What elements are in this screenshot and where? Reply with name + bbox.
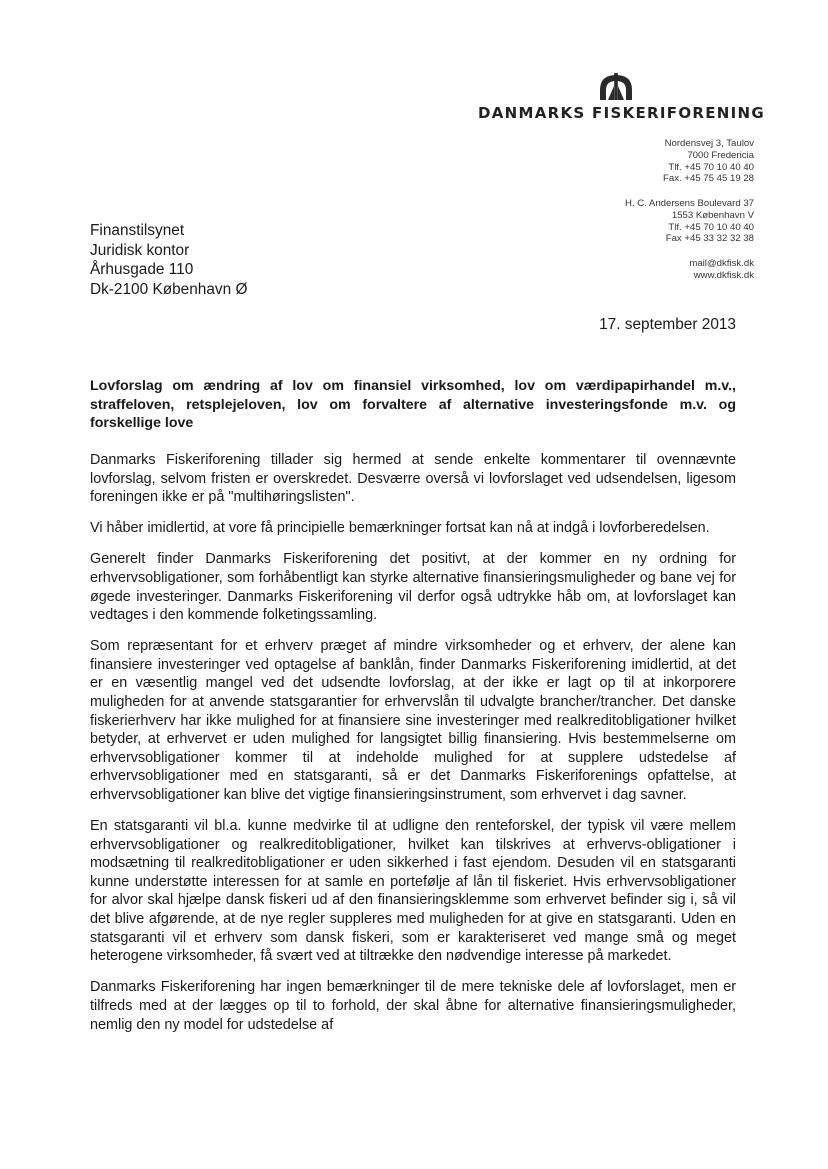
phone-number: Tlf. +45 70 10 40 40 <box>668 221 754 233</box>
letter-subject: Lovforslag om ændring af lov om finansiel virksomhed, lov om værdipapirhandel m.v., straffeloven, retsplejeloven, lov om forvaltere af alternative investeringsfonde m.v. og forskellige love <box>90 378 736 431</box>
fishing-boat-logo-icon <box>597 72 635 102</box>
recipient-name: Finanstilsynet <box>90 222 185 239</box>
address-line: Nordensvej 3, Taulov <box>664 138 754 149</box>
body-paragraph: Som repræsentant for et erhverv præget af mindre virksomheder og et erhverv, der alene kan finansiere investeringer ved optagelse af banklån, finder Danmarks Fiskeriforening imidlertid, at det er en væsentlig mangel ved det udsendte lovforslag, at der ikke er lagt op til at inkorporere muligheden for at anvende statsgarantier for erhvervslån til udvalgte brancher/trancher. Det danske fiskerierhverv har ikke mulighed for at finansiere sine investeringer med realkreditobligationer hvilket betyder, at erhvervet er uden mulighed for langsigtet billig finansiering. Hvis bestemmelserne om erhvervsobligationer kommer til at indeholde mulighed for at supplere udstedelse af erhvervsobligationer med en statsgaranti, så er det Danmarks Fiskeriforenings opfattelse, at erhvervsobligationer kan blive det vigtige finansieringsinstrument, som erhvervet i dag savner. <box>90 638 736 803</box>
body-paragraph: Danmarks Fiskeriforening har ingen bemærkninger til de mere tekniske dele af lovforslaget, men er tilfreds med at der lægges op til to forhold, der skal åbne for alternative finansieringsmuligheder, nemlig den ny model for udstedelse af <box>90 979 736 1033</box>
website-address: www.dkfisk.dk <box>693 269 754 281</box>
email-address: mail@dkfisk.dk <box>689 258 754 269</box>
organization-name: DANMARKS FISKERIFORENING <box>478 104 765 122</box>
address-copenhagen <box>625 198 754 245</box>
recipient-street: Århusgade 110 <box>90 261 194 279</box>
recipient-department: Juridisk kontor <box>90 241 190 259</box>
letter-date: 17. september 2013 <box>599 316 736 333</box>
address-line: H. C. Andersens Boulevard 37 <box>624 198 754 209</box>
body-paragraph: Generelt finder Danmarks Fiskeriforening det positivt, at der kommer en ny ordning for erhvervsobligationer, som forhåbentligt kan styrke alternative finansieringsmuligheder og bane vej for øgede investeringer. Danmarks Fiskeriforening vil derfor også udtrykke håb om, at lovforslaget kan vedtages i den kommende folketingssamling. <box>90 551 736 624</box>
fax-number: Fax. +45 75 45 19 28 <box>663 173 754 185</box>
address-line: 7000 Fredericia <box>687 149 754 161</box>
recipient-address <box>90 221 247 299</box>
recipient-city: Dk-2100 København Ø <box>90 280 248 298</box>
address-taulov <box>663 138 754 185</box>
phone-number: Tlf. +45 70 10 40 40 <box>668 161 754 173</box>
body-paragraph: Vi håber imidlertid, at vore få principielle bemærkninger fortsat kan nå at indgå i lovforberedelsen. <box>90 520 710 537</box>
body-paragraph: Danmarks Fiskeriforening tillader sig hermed at sende enkelte kommentarer til ovennævnte lovforslag, selvom fristen er overskredet. Desværre overså vi lovforslaget ved udsendelsen, ligesom foreningen ikke er på "multihøringslisten". <box>90 452 736 506</box>
body-paragraph: En statsgaranti vil bl.a. kunne medvirke til at udligne den renteforskel, der typisk vil være mellem erhvervsobligationer og realkreditobligationer, hvilket kan tilskrives at erhvervs-obligationer i modsætning til realkreditobligationer er uden sikkerhed i fast ejendom. Desuden vil en statsgaranti kunne understøtte interessen for at samle en portefølje af lån til fiskeriet. Hvis erhvervsobligationer for alvor skal hjælpe dansk fiskeri ud af den finansieringsklemme som erhvervet befinder sig i, så vil det blive afgørende, at de nye regler suppleres med muligheden for at give en statsgaranti. Uden en statsgaranti vil et erhverv som dansk fiskeri, som er karakteriseret ved mange små og meget heterogene virksomheder, få svært ved at tiltrække den nødvendige interesse på markedet. <box>90 818 736 965</box>
address-line: 1553 København V <box>671 209 754 221</box>
letter-body <box>90 451 736 1047</box>
fax-number: Fax +45 33 32 32 38 <box>665 233 754 245</box>
online-contact <box>689 258 754 282</box>
letterhead-logo <box>478 72 765 122</box>
